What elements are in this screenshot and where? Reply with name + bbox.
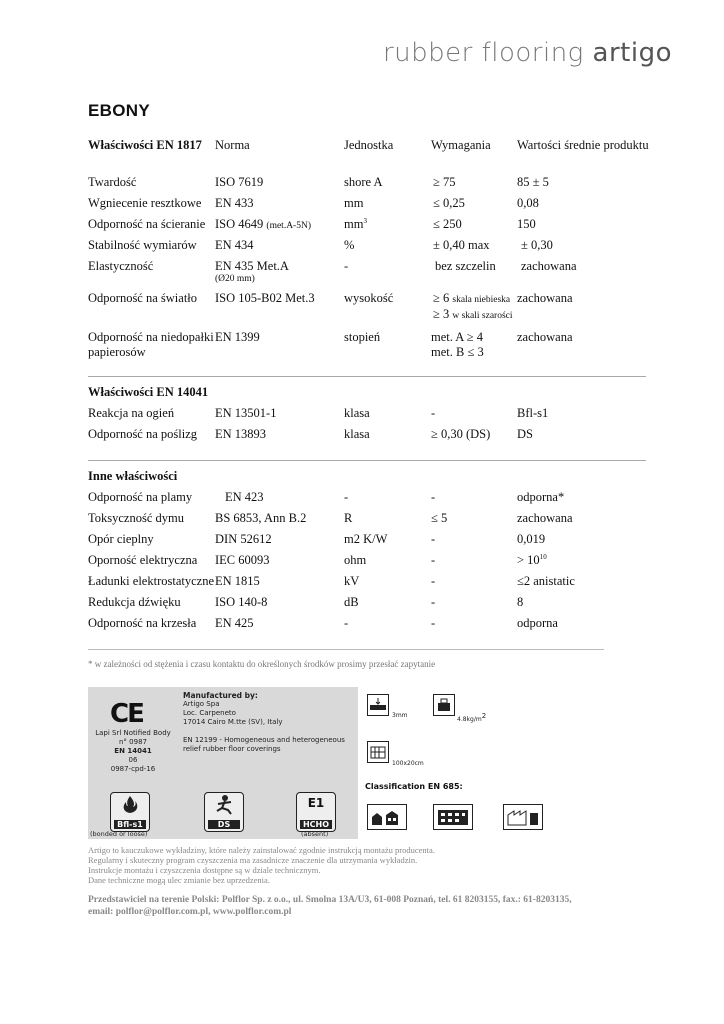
cell-unit: klasa bbox=[344, 406, 370, 420]
contact-info bbox=[88, 895, 572, 918]
cell-norm: ISO 105-B02 Met.3 bbox=[215, 291, 315, 305]
cell-norm: EN 1815 bbox=[215, 574, 260, 588]
cell-name: Ładunki elektrostatyczne bbox=[88, 574, 214, 588]
contact-line: email: polflor@polflor.com.pl, www.polflor.com.pl bbox=[88, 906, 292, 917]
req-grey: ≥ 3 bbox=[433, 307, 450, 321]
cell-name: Opór cieplny bbox=[88, 532, 154, 546]
nb-line: 06 bbox=[128, 756, 138, 764]
cell-norm: ISO 7619 bbox=[215, 175, 264, 189]
cell-norm bbox=[215, 217, 311, 232]
cell-name bbox=[88, 330, 214, 360]
cell-req bbox=[431, 330, 484, 360]
cell-name: Odporność na ścieranie bbox=[88, 217, 206, 231]
brand-text: rubber flooring bbox=[382, 38, 593, 68]
hcho-caption: (absent) bbox=[301, 830, 329, 838]
cell-req: ≥ 75 bbox=[433, 175, 456, 189]
emission-class: E1 bbox=[307, 796, 325, 810]
unit-superscript: 3 bbox=[363, 217, 367, 225]
cell-val: zachowana bbox=[517, 291, 573, 305]
cell-req: - bbox=[431, 406, 436, 420]
cell-norm: EN 425 bbox=[215, 616, 254, 630]
header-property: Właściwości EN 1817 bbox=[88, 138, 202, 152]
cell-val: zachowana bbox=[517, 511, 573, 525]
brand-name: artigo bbox=[592, 38, 672, 68]
cell-name: Odporność na plamy bbox=[88, 490, 193, 504]
section-divider bbox=[88, 460, 646, 461]
cell-unit: - bbox=[344, 616, 349, 630]
cell-unit: - bbox=[344, 259, 349, 273]
cell-name: Twardość bbox=[88, 175, 137, 189]
slip-class-label: DS bbox=[208, 820, 240, 829]
cell-name: Reakcja na ogień bbox=[88, 406, 175, 420]
cell-unit: kV bbox=[344, 574, 360, 588]
req-blue: ≥ 6 bbox=[433, 291, 450, 305]
norm-subtext: (Ø20 mm) bbox=[215, 274, 255, 284]
req-line2: met. B ≤ 3 bbox=[431, 345, 484, 359]
val-superscript: 10 bbox=[539, 553, 547, 561]
nb-line: EN 14041 bbox=[114, 747, 152, 755]
cell-val: ≤2 anistatic bbox=[517, 574, 575, 588]
val-text: > 10 bbox=[517, 553, 540, 568]
cell-unit: wysokość bbox=[344, 291, 394, 305]
cell-val: Bfl-s1 bbox=[517, 406, 549, 420]
cell-req: - bbox=[431, 616, 436, 630]
cell-name: Oporność elektryczna bbox=[88, 553, 198, 567]
cell-name: Redukcja dźwięku bbox=[88, 595, 181, 609]
header-requirements: Wymagania bbox=[431, 138, 491, 152]
cell-req: - bbox=[431, 532, 436, 546]
residential-class-icon bbox=[367, 804, 407, 830]
cell-unit: ohm bbox=[344, 553, 367, 567]
cell-req bbox=[433, 291, 513, 323]
cell-req: ≤ 250 bbox=[433, 217, 462, 231]
manufactured-by-label: Manufactured by: bbox=[183, 691, 258, 700]
cell-name: Odporność na krzesła bbox=[88, 616, 197, 630]
cell-val: DS bbox=[517, 427, 533, 441]
installation-notes bbox=[88, 845, 435, 885]
tile-size-label: 100x20cm bbox=[392, 760, 424, 767]
fire-class-icon bbox=[110, 792, 150, 832]
thickness-icon bbox=[367, 694, 389, 716]
ce-mark-icon: CE bbox=[110, 699, 143, 729]
cell-name: Odporność na światło bbox=[88, 291, 198, 305]
weight-superscript: 2 bbox=[481, 712, 487, 720]
cell-norm: BS 6853, Ann B.2 bbox=[215, 511, 307, 525]
manufacturer-info bbox=[183, 691, 353, 754]
note-line: Regularny i skuteczny program czyszczenia ma zasadnicze znaczenie dla utrzymania wykładzin. bbox=[88, 855, 418, 865]
standard-line: relief rubber floor coverings bbox=[183, 745, 281, 753]
nb-line: n° 0987 bbox=[119, 738, 147, 746]
nb-line: Lapi Srl Notified Body bbox=[95, 729, 171, 737]
hcho-label: HCHO bbox=[300, 820, 332, 829]
commercial-class-icon bbox=[433, 804, 473, 830]
cell-unit: dB bbox=[344, 595, 359, 609]
cell-unit: m2 K/W bbox=[344, 532, 388, 546]
norm-text: ISO 4649 bbox=[215, 217, 264, 231]
cell-req: bez szczelin bbox=[435, 259, 496, 273]
cell-norm: EN 1399 bbox=[215, 330, 260, 344]
nb-line: 0987-cpd-16 bbox=[110, 765, 156, 773]
section-header: Właściwości EN 14041 bbox=[88, 385, 209, 399]
cell-norm: IEC 60093 bbox=[215, 553, 270, 567]
cell-req: ± 0,40 max bbox=[433, 238, 490, 252]
norm-text: EN 435 Met.A bbox=[215, 259, 289, 273]
slip-resistance-icon bbox=[204, 792, 244, 832]
cell-val: 0,019 bbox=[517, 532, 546, 546]
cell-req: - bbox=[431, 574, 436, 588]
manufacturer-line: 17014 Cairo M.tte (SV), Italy bbox=[183, 718, 283, 726]
ce-certification-panel bbox=[88, 687, 358, 839]
cell-unit: - bbox=[344, 490, 349, 504]
manufacturer-line: Loc. Carpeneto bbox=[183, 709, 236, 717]
cell-val: 150 bbox=[517, 217, 536, 231]
cell-norm: EN 434 bbox=[215, 238, 254, 252]
cell-norm: EN 423 bbox=[225, 490, 264, 504]
cell-norm: EN 433 bbox=[215, 196, 254, 210]
slipping-person-icon bbox=[205, 793, 243, 817]
cell-norm: ISO 140-8 bbox=[215, 595, 268, 609]
section-header: Inne właściwości bbox=[88, 469, 178, 483]
manufacturer-line: Artigo Spa bbox=[183, 700, 220, 708]
weight-label bbox=[457, 712, 486, 723]
note-line: Dane techniczne mogą ulec zmianie bez uprzedzenia. bbox=[88, 875, 270, 885]
footnote: * w zależności od stężenia i czasu kontaktu do określonych środków prosimy przesłać zapytanie bbox=[88, 659, 436, 669]
name-line2: papierosów bbox=[88, 345, 146, 359]
cell-unit: R bbox=[344, 511, 353, 525]
note-line: Instrukcje montażu i czyszczenia dostępne są w dziale technicznym. bbox=[88, 865, 321, 875]
cell-req: ≤ 0,25 bbox=[433, 196, 465, 210]
cell-unit: % bbox=[344, 238, 355, 252]
cell-unit: mm bbox=[344, 196, 364, 210]
cell-norm: EN 13893 bbox=[215, 427, 267, 441]
req-line1: met. A ≥ 4 bbox=[431, 330, 484, 344]
thickness-label: 3mm bbox=[392, 712, 408, 719]
req-blue-scale: skala niebieska bbox=[452, 295, 511, 305]
header-unit: Jednostka bbox=[344, 138, 394, 152]
cell-unit: shore A bbox=[344, 175, 383, 189]
section-divider bbox=[88, 649, 604, 650]
cell-val: 0,08 bbox=[517, 196, 539, 210]
cell-name: Stabilność wymiarów bbox=[88, 238, 197, 252]
cell-norm: DIN 52612 bbox=[215, 532, 272, 546]
tile-size-icon bbox=[367, 741, 389, 763]
cell-name: Wgniecenie resztkowe bbox=[88, 196, 202, 210]
cell-unit: klasa bbox=[344, 427, 370, 441]
cell-val: ± 0,30 bbox=[521, 238, 553, 252]
brand-logo bbox=[383, 38, 672, 68]
section-divider bbox=[88, 376, 646, 377]
unit-text: mm bbox=[344, 217, 364, 232]
cell-val bbox=[517, 553, 547, 568]
header-norm: Norma bbox=[215, 138, 250, 152]
cell-norm: EN 13501-1 bbox=[215, 406, 277, 420]
cell-req: ≥ 0,30 (DS) bbox=[431, 427, 491, 441]
note-line: Artigo to kauczukowe wykładziny, które należy zainstalować zgodnie instrukcją montażu producenta. bbox=[88, 845, 435, 855]
flame-icon bbox=[111, 793, 149, 817]
formaldehyde-class-icon bbox=[296, 792, 336, 832]
cell-name: Toksyczność dymu bbox=[88, 511, 184, 525]
cell-val: 85 ± 5 bbox=[517, 175, 549, 189]
cell-req: - bbox=[431, 595, 436, 609]
cell-unit bbox=[344, 217, 367, 232]
cell-name: Elastyczność bbox=[88, 259, 154, 273]
contact-line: Przedstawiciel na terenie Polski: Polflor Sp. z o.o., ul. Smolna 13A/U3, 61-008 Poznań, tel. 61 8203155, fax.: 61-8203135, bbox=[88, 895, 572, 905]
fire-class-caption: (bonded or loose) bbox=[90, 830, 148, 838]
header-values: Wartości średnie produktu bbox=[517, 138, 649, 152]
cell-val: 8 bbox=[517, 595, 524, 609]
name-line1: Odporność na niedopałki bbox=[88, 330, 214, 344]
cell-val: odporna* bbox=[517, 490, 565, 504]
classification-label: Classification EN 685: bbox=[365, 782, 463, 791]
product-title: EBONY bbox=[88, 101, 150, 120]
fire-class-label: Bfl-s1 bbox=[114, 820, 146, 829]
cell-unit: stopień bbox=[344, 330, 381, 344]
notified-body bbox=[92, 729, 174, 774]
req-grey-scale: w skali szarości bbox=[452, 311, 513, 321]
cell-req: ≤ 5 bbox=[431, 511, 448, 525]
standard-line: EN 12199 - Homogeneous and heterogeneous bbox=[183, 736, 345, 744]
cell-name: Odporność na poślizg bbox=[88, 427, 198, 441]
cell-req: - bbox=[431, 490, 436, 504]
cell-val: odporna bbox=[517, 616, 558, 630]
cell-req: - bbox=[431, 553, 436, 567]
cell-val: zachowana bbox=[521, 259, 577, 273]
weight-text: 4.8kg/m bbox=[457, 716, 482, 723]
norm-method: (met.A-5N) bbox=[266, 221, 311, 231]
industrial-class-icon bbox=[503, 804, 543, 830]
weight-icon bbox=[433, 694, 455, 716]
cell-val: zachowana bbox=[517, 330, 573, 344]
cell-norm bbox=[215, 259, 289, 285]
